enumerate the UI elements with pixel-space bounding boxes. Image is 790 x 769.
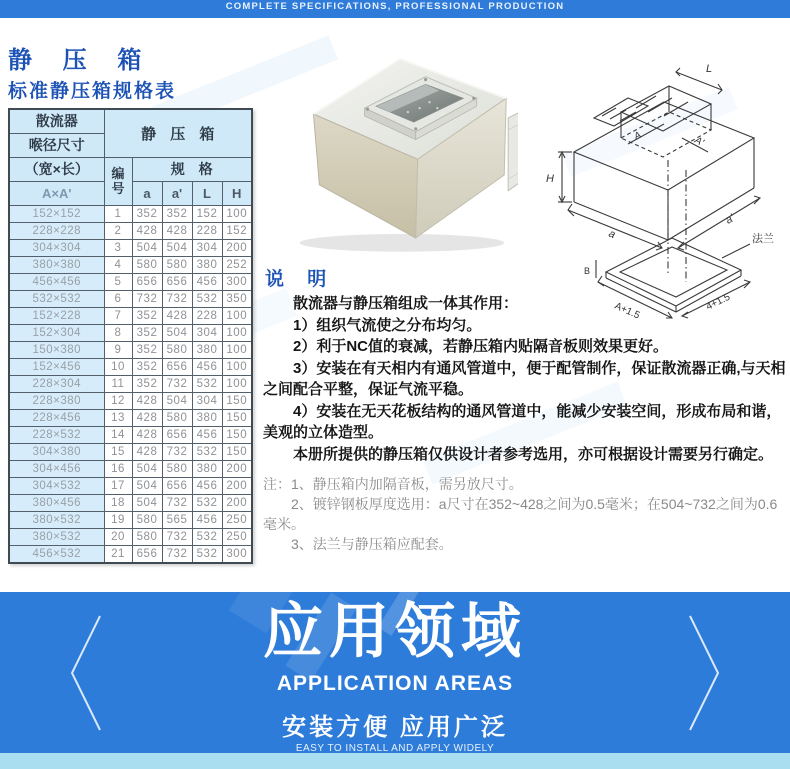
spec-row bbox=[9, 460, 252, 477]
cell-value: 252 bbox=[222, 256, 252, 273]
cell-value: 100 bbox=[222, 375, 252, 392]
dim-label-L: L bbox=[706, 63, 713, 75]
cell-size: 152×152 bbox=[9, 205, 104, 222]
spec-row bbox=[9, 528, 252, 545]
cell-value: 352 bbox=[162, 205, 192, 222]
cell-size: 228×532 bbox=[9, 426, 104, 443]
cell-value: 504 bbox=[132, 477, 162, 494]
cell-value: 11 bbox=[104, 375, 132, 392]
spec-row bbox=[9, 392, 252, 409]
cell-value: 15 bbox=[104, 443, 132, 460]
explanation-paragraphs bbox=[263, 293, 787, 465]
text-line: 4）安装在无天花板结构的通风管道中，能减少安装空间，形成布局和谐，美观的立体造型。 bbox=[263, 402, 782, 441]
cell-value: 532 bbox=[192, 494, 222, 511]
text-line: 2）利于NC值的衰减，若静压箱内贴隔音板则效果更好。 bbox=[293, 338, 669, 355]
cell-value: 580 bbox=[162, 256, 192, 273]
cell-value: 100 bbox=[222, 307, 252, 324]
cell-value: 250 bbox=[222, 511, 252, 528]
cell-value: 304 bbox=[192, 392, 222, 409]
top-banner-text: COMPLETE SPECIFICATIONS, PROFESSIONAL PRODUCTION bbox=[225, 1, 565, 12]
cell-value: 10 bbox=[104, 358, 132, 375]
flange-dim-left: A+1.5 bbox=[612, 300, 642, 322]
cell-value: 7 bbox=[104, 307, 132, 324]
text-line: 本册所提供的静压箱仅供设计者参考选用，亦可根据设计需要另行确定。 bbox=[293, 445, 774, 463]
cell-value: 580 bbox=[162, 341, 192, 358]
flange-dim-right: 4+1.5 bbox=[704, 291, 733, 313]
text-line: 3）安装在有天相内有通风管道中，便于配管制作，保证散流器正确,与天相之间配合平整，保证气流平稳。 bbox=[263, 359, 786, 398]
spec-row bbox=[9, 443, 252, 460]
cell-value: 732 bbox=[162, 290, 192, 307]
cell-value: 14 bbox=[104, 426, 132, 443]
table-subtitle: 标准静压箱规格表 bbox=[8, 81, 177, 102]
cell-size: 304×532 bbox=[9, 477, 104, 494]
cell-value: 1 bbox=[104, 205, 132, 222]
cell-value: 504 bbox=[162, 239, 192, 256]
cell-value: 200 bbox=[222, 239, 252, 256]
application-banner bbox=[0, 592, 790, 753]
cell-value: 732 bbox=[162, 443, 192, 460]
cell-size: 150×380 bbox=[9, 341, 104, 358]
cell-value: 504 bbox=[162, 324, 192, 341]
cell-value: 428 bbox=[162, 222, 192, 239]
cell-value: 732 bbox=[162, 494, 192, 511]
cell-value: 504 bbox=[132, 494, 162, 511]
cell-size: 228×304 bbox=[9, 375, 104, 392]
cell-value: 21 bbox=[104, 545, 132, 563]
cell-value: 200 bbox=[222, 494, 252, 511]
cell-value: 304 bbox=[192, 324, 222, 341]
cell-value: 456 bbox=[192, 358, 222, 375]
cell-size: 152×228 bbox=[9, 307, 104, 324]
cell-value: 352 bbox=[132, 324, 162, 341]
cell-value: 13 bbox=[104, 409, 132, 426]
cell-value: 380 bbox=[192, 409, 222, 426]
spec-row bbox=[9, 511, 252, 528]
cell-value: 100 bbox=[222, 341, 252, 358]
header-col-a2: a' bbox=[162, 181, 192, 205]
spec-row bbox=[9, 477, 252, 494]
spec-row bbox=[9, 494, 252, 511]
cell-size: 228×380 bbox=[9, 392, 104, 409]
cell-value: 150 bbox=[222, 443, 252, 460]
cell-value: 732 bbox=[132, 290, 162, 307]
bottom-strip bbox=[0, 753, 790, 769]
cell-value: 300 bbox=[222, 273, 252, 290]
cell-value: 504 bbox=[162, 392, 192, 409]
header-diffuser: 散流器 bbox=[9, 109, 104, 133]
header-number: 编号 bbox=[104, 157, 132, 205]
spec-row bbox=[9, 545, 252, 563]
cell-value: 9 bbox=[104, 341, 132, 358]
cell-size: 380×380 bbox=[9, 256, 104, 273]
spec-row bbox=[9, 239, 252, 256]
header-col-H: H bbox=[222, 181, 252, 205]
header-wxl: （宽×长） bbox=[9, 157, 104, 181]
cell-size: 228×456 bbox=[9, 409, 104, 426]
cell-size: 456×456 bbox=[9, 273, 104, 290]
header-col-L: L bbox=[192, 181, 222, 205]
cell-value: 5 bbox=[104, 273, 132, 290]
spec-row bbox=[9, 375, 252, 392]
cell-value: 456 bbox=[192, 511, 222, 528]
dim-label-A: A bbox=[632, 129, 644, 143]
cell-value: 19 bbox=[104, 511, 132, 528]
cell-value: 456 bbox=[192, 273, 222, 290]
spec-row bbox=[9, 307, 252, 324]
cell-value: 504 bbox=[132, 460, 162, 477]
text-line: 散流器与静压箱组成一体其作用： bbox=[293, 295, 519, 312]
chevron-right-icon bbox=[684, 612, 724, 734]
spec-row bbox=[9, 273, 252, 290]
cell-value: 532 bbox=[192, 545, 222, 563]
cell-value: 380 bbox=[192, 341, 222, 358]
cell-value: 428 bbox=[162, 307, 192, 324]
header-col-a: a bbox=[132, 181, 162, 205]
cell-value: 20 bbox=[104, 528, 132, 545]
spec-table bbox=[8, 108, 253, 564]
banner-tagline-en: EASY TO INSTALL AND APPLY WIDELY bbox=[295, 743, 495, 753]
cell-value: 532 bbox=[192, 443, 222, 460]
cell-value: 565 bbox=[162, 511, 192, 528]
technical-drawing bbox=[536, 20, 788, 322]
header-throat: 喉径尺寸 bbox=[9, 133, 104, 157]
cell-size: 228×228 bbox=[9, 222, 104, 239]
cell-size: 380×532 bbox=[9, 511, 104, 528]
cell-value: 350 bbox=[222, 290, 252, 307]
cell-value: 352 bbox=[132, 358, 162, 375]
spec-row bbox=[9, 205, 252, 222]
cell-value: 428 bbox=[132, 443, 162, 460]
cell-value: 352 bbox=[132, 205, 162, 222]
cell-value: 456 bbox=[192, 426, 222, 443]
cell-value: 428 bbox=[132, 392, 162, 409]
cell-value: 18 bbox=[104, 494, 132, 511]
header-spec: 规 格 bbox=[132, 157, 252, 181]
cell-value: 8 bbox=[104, 324, 132, 341]
cell-value: 532 bbox=[192, 528, 222, 545]
cell-value: 580 bbox=[132, 528, 162, 545]
spec-row bbox=[9, 222, 252, 239]
cell-value: 352 bbox=[132, 375, 162, 392]
cell-value: 732 bbox=[162, 375, 192, 392]
cell-value: 580 bbox=[162, 460, 192, 477]
cell-value: 228 bbox=[192, 307, 222, 324]
cell-size: 304×304 bbox=[9, 239, 104, 256]
spec-row bbox=[9, 426, 252, 443]
cell-value: 580 bbox=[132, 256, 162, 273]
explanation-title: 说 明 bbox=[265, 269, 329, 290]
cell-size: 152×304 bbox=[9, 324, 104, 341]
spec-row bbox=[9, 324, 252, 341]
text-line: 1）组织气流使之分布均匀。 bbox=[293, 316, 482, 334]
cell-value: 428 bbox=[132, 426, 162, 443]
cell-size: 304×380 bbox=[9, 443, 104, 460]
cell-size: 380×532 bbox=[9, 528, 104, 545]
cell-size: 304×456 bbox=[9, 460, 104, 477]
cell-value: 656 bbox=[132, 273, 162, 290]
cell-value: 656 bbox=[162, 426, 192, 443]
banner-title: 应用领域 bbox=[263, 598, 527, 665]
cell-value: 200 bbox=[222, 460, 252, 477]
spec-row bbox=[9, 341, 252, 358]
cell-value: 200 bbox=[222, 477, 252, 494]
cell-value: 250 bbox=[222, 528, 252, 545]
cell-value: 12 bbox=[104, 392, 132, 409]
cell-value: 456 bbox=[192, 477, 222, 494]
cell-value: 17 bbox=[104, 477, 132, 494]
spec-row bbox=[9, 256, 252, 273]
cell-value: 352 bbox=[132, 307, 162, 324]
cell-value: 150 bbox=[222, 409, 252, 426]
cell-value: 152 bbox=[192, 205, 222, 222]
cell-value: 580 bbox=[162, 409, 192, 426]
spec-row bbox=[9, 409, 252, 426]
banner-subtitle: APPLICATION AREAS bbox=[276, 672, 514, 695]
text-line: 2、镀锌钢板厚度选用：a尺寸在352~428之间为0.5毫米；在504~732之间为0.6毫米。 bbox=[263, 496, 778, 532]
cell-value: 656 bbox=[162, 358, 192, 375]
cell-value: 4 bbox=[104, 256, 132, 273]
header-row bbox=[9, 157, 252, 181]
cell-value: 100 bbox=[222, 358, 252, 375]
cell-size: 532×532 bbox=[9, 290, 104, 307]
cell-value: 16 bbox=[104, 460, 132, 477]
cell-value: 380 bbox=[192, 460, 222, 477]
cell-value: 656 bbox=[162, 273, 192, 290]
cell-value: 580 bbox=[132, 511, 162, 528]
spec-table-body bbox=[9, 205, 252, 563]
cell-value: 3 bbox=[104, 239, 132, 256]
cell-size: 152×456 bbox=[9, 358, 104, 375]
dim-label-A2: A' bbox=[692, 134, 706, 149]
cell-value: 100 bbox=[222, 205, 252, 222]
cell-value: 532 bbox=[192, 290, 222, 307]
cell-value: 380 bbox=[192, 256, 222, 273]
spec-row bbox=[9, 290, 252, 307]
cell-value: 152 bbox=[222, 222, 252, 239]
cell-value: 428 bbox=[132, 222, 162, 239]
cell-value: 2 bbox=[104, 222, 132, 239]
cell-value: 656 bbox=[162, 477, 192, 494]
notes-block bbox=[263, 474, 787, 554]
cell-value: 532 bbox=[192, 375, 222, 392]
dim-label-a2: a' bbox=[723, 212, 737, 227]
text-line: 3、法兰与静压箱应配套。 bbox=[291, 536, 453, 552]
cell-value: 732 bbox=[162, 545, 192, 563]
cell-value: 304 bbox=[192, 239, 222, 256]
banner-tagline: 安装方便 应用广泛 bbox=[282, 714, 508, 741]
flange-label: 法兰 bbox=[752, 233, 774, 245]
cell-value: 150 bbox=[222, 426, 252, 443]
spec-row bbox=[9, 358, 252, 375]
header-axa: A×A' bbox=[9, 181, 104, 205]
cell-size: 456×532 bbox=[9, 545, 104, 563]
cell-value: 300 bbox=[222, 545, 252, 563]
header-row bbox=[9, 109, 252, 133]
cell-value: 6 bbox=[104, 290, 132, 307]
product-photo bbox=[282, 34, 518, 258]
top-banner bbox=[0, 0, 790, 18]
cell-size: 380×456 bbox=[9, 494, 104, 511]
cell-value: 228 bbox=[192, 222, 222, 239]
cell-value: 150 bbox=[222, 392, 252, 409]
dim-label-a: a bbox=[606, 227, 618, 242]
header-plenum: 静 压 箱 bbox=[104, 109, 252, 157]
flange-height-label: B bbox=[584, 266, 591, 276]
cell-value: 732 bbox=[162, 528, 192, 545]
cell-value: 100 bbox=[222, 324, 252, 341]
dim-label-H: H bbox=[546, 173, 554, 185]
cell-value: 656 bbox=[132, 545, 162, 563]
cell-value: 504 bbox=[132, 239, 162, 256]
text-line: 注：1、静压箱内加隔音板，需另放尺寸。 bbox=[263, 476, 523, 492]
cell-value: 428 bbox=[132, 409, 162, 426]
chevron-left-icon bbox=[66, 612, 106, 734]
cell-value: 352 bbox=[132, 341, 162, 358]
page-title: 静 压 箱 bbox=[8, 47, 154, 74]
